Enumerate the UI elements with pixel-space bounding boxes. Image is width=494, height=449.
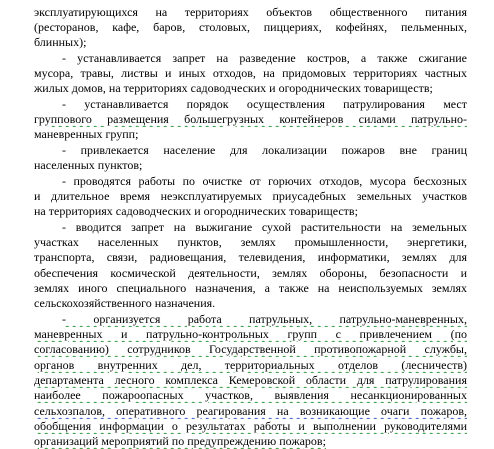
text-line: (ресторанов, кафе, баров, столовых, пиццериях, кофейнях, пельменных, [34, 20, 467, 34]
text-line: - проводятся работы по очистке от горючих отходов, мусора бесхозных [62, 174, 467, 188]
text-line: маневренных групп; [34, 127, 139, 141]
text-line: департамента лесного комплекса Кемеровской области для патрулирования [34, 373, 467, 387]
text-line: органов внутренних дел, территориальных отделов (лесничеств) [34, 358, 467, 372]
text-line: на территориях садоводческих и огороднических товариществ; [34, 204, 358, 218]
text-line: участках населенных пунктов, землях промышленности, энергетики, [34, 235, 467, 249]
text-line: - привлекается население для локализации пожаров вне границ [62, 143, 467, 157]
text-line: - вводится запрет на выжигание сухой растительности на земельных [62, 220, 467, 234]
text-line: блинных); [34, 35, 87, 49]
text-line: - организуется работа патрульных, патрульно-маневренных, [62, 312, 467, 326]
text-line: населенных пунктов; [34, 158, 143, 172]
text-line: - устанавливается запрет на разведение костров, а также сжигание [62, 51, 467, 65]
text-line: землях иного специального назначения, а также на неиспользуемых землях [34, 281, 467, 295]
text-line: согласованию) сотрудников Государственной противопожарной службы, [34, 342, 467, 356]
text-line: эксплуатирующихся на территориях объектов общественного питания [34, 5, 467, 19]
text-line: маневренных и патрульно-контрольных групп с привлечением (по [34, 327, 467, 341]
text-line: и длительное время неэксплуатируемых приусадебных земельных участков [34, 189, 467, 203]
text-line: обобщения информации о результатах работы и выполнении руководителями [34, 419, 467, 433]
text-line: мусора, травы, листвы и иных отходов, на придомовых территориях частных [34, 66, 467, 80]
text-line: наиболее пожароопасных участков, выявления несанкционированных [34, 388, 467, 402]
text-line: обеспечения космической деятельности, землях обороны, безопасности и [34, 266, 467, 280]
text-line: сельхозпалов, оперативного реагирования на возникающие очаги пожаров, [34, 404, 467, 418]
text-line: транспорта, связи, радиовещания, телевидения, информатики, землях для [34, 250, 467, 264]
text-line: жилых домов, на территориях садоводческих и огороднических товариществ; [34, 81, 433, 95]
text-line: - устанавливается порядок осуществления патрулирования мест [62, 97, 467, 111]
text-line: сельскохозяйственного назначения. [34, 296, 216, 310]
text-line: группового размещения большегрузных контейнеров силами патрульно- [34, 112, 467, 126]
text-line: организаций мероприятий по предупреждению пожаров; [34, 434, 326, 448]
